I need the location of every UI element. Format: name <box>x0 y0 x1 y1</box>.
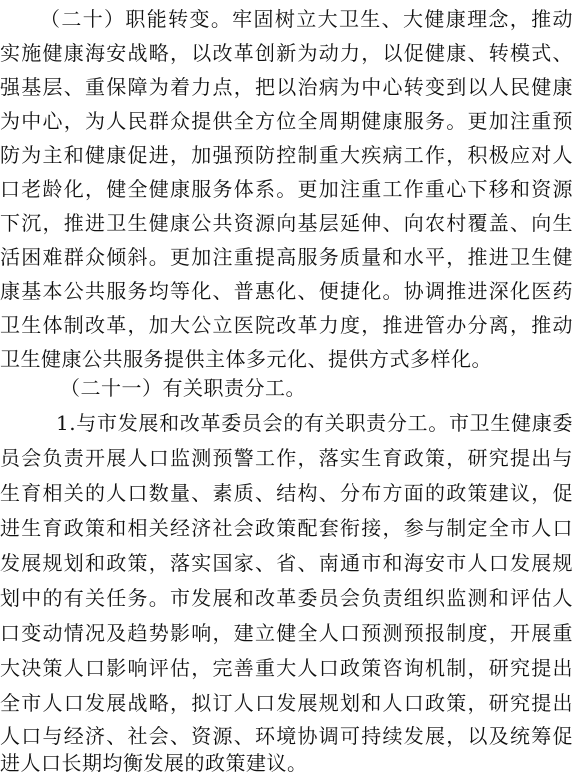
paragraph-20-line-11: 卫生健康公共服务提供主体多元化、提供方式多样化。 <box>0 347 492 371</box>
paragraph-1-line-11: 进人口长期均衡发展的政策建议。 <box>0 751 308 775</box>
paragraph-1-line-5: 发展规划和政策，落实国家、省、南通市和海安市人口发展规 <box>0 551 573 575</box>
section-heading-21: （二十一）有关职责分工。 <box>60 376 306 400</box>
paragraph-1-line-4: 进生育政策和相关经济社会政策配套衔接，参与制定全市人口 <box>0 516 573 540</box>
paragraph-20-line-9: 康基本公共服务均等化、普惠化、便捷化。协调推进深化医药 <box>0 279 573 303</box>
paragraph-1-line-7: 口变动情况及趋势影响，建立健全人口预测预报制度，开展重 <box>0 621 573 645</box>
paragraph-20-line-8: 活困难群众倾斜。更加注重提高服务质量和水平，推进卫生健 <box>0 245 573 269</box>
paragraph-20-line-7: 下沉，推进卫生健康公共资源向基层延伸、向农村覆盖、向生 <box>0 211 573 235</box>
paragraph-1-line-8: 大决策人口影响评估，完善重大人口政策咨询机制，研究提出 <box>0 656 573 680</box>
paragraph-20-line-10: 卫生体制改革，加大公立医院改革力度，推进管办分离，推动 <box>0 313 573 337</box>
paragraph-1-line-10: 人口与经济、社会、资源、环境协调可持续发展，以及统筹促 <box>0 724 573 748</box>
paragraph-1-line-1: 1.与市发展和改革委员会的有关职责分工。市卫生健康委 <box>56 411 573 435</box>
paragraph-20-line-1: （二十）职能转变。牢固树立大卫生、大健康理念，推动 <box>40 7 573 31</box>
paragraph-20-line-5: 防为主和健康促进，加强预防控制重大疾病工作，积极应对人 <box>0 143 573 167</box>
paragraph-20-line-3: 强基层、重保障为着力点，把以治病为中心转变到以人民健康 <box>0 75 573 99</box>
paragraph-1-line-9: 全市人口发展战略，拟订人口发展规划和人口政策，研究提出 <box>0 691 573 715</box>
paragraph-1-line-3: 生育相关的人口数量、素质、结构、分布方面的政策建议，促 <box>0 481 573 505</box>
paragraph-20-line-4: 为中心，为人民群众提供全方位全周期健康服务。更加注重预 <box>0 109 573 133</box>
paragraph-20-line-2: 实施健康海安战略，以改革创新为动力，以促健康、转模式、 <box>0 41 573 65</box>
paragraph-20-line-6: 口老龄化，健全健康服务体系。更加注重工作重心下移和资源 <box>0 177 573 201</box>
paragraph-1-line-6: 划中的有关任务。市发展和改革委员会负责组织监测和评估人 <box>0 586 573 610</box>
paragraph-1-line-2: 员会负责开展人口监测预警工作，落实生育政策，研究提出与 <box>0 446 573 470</box>
